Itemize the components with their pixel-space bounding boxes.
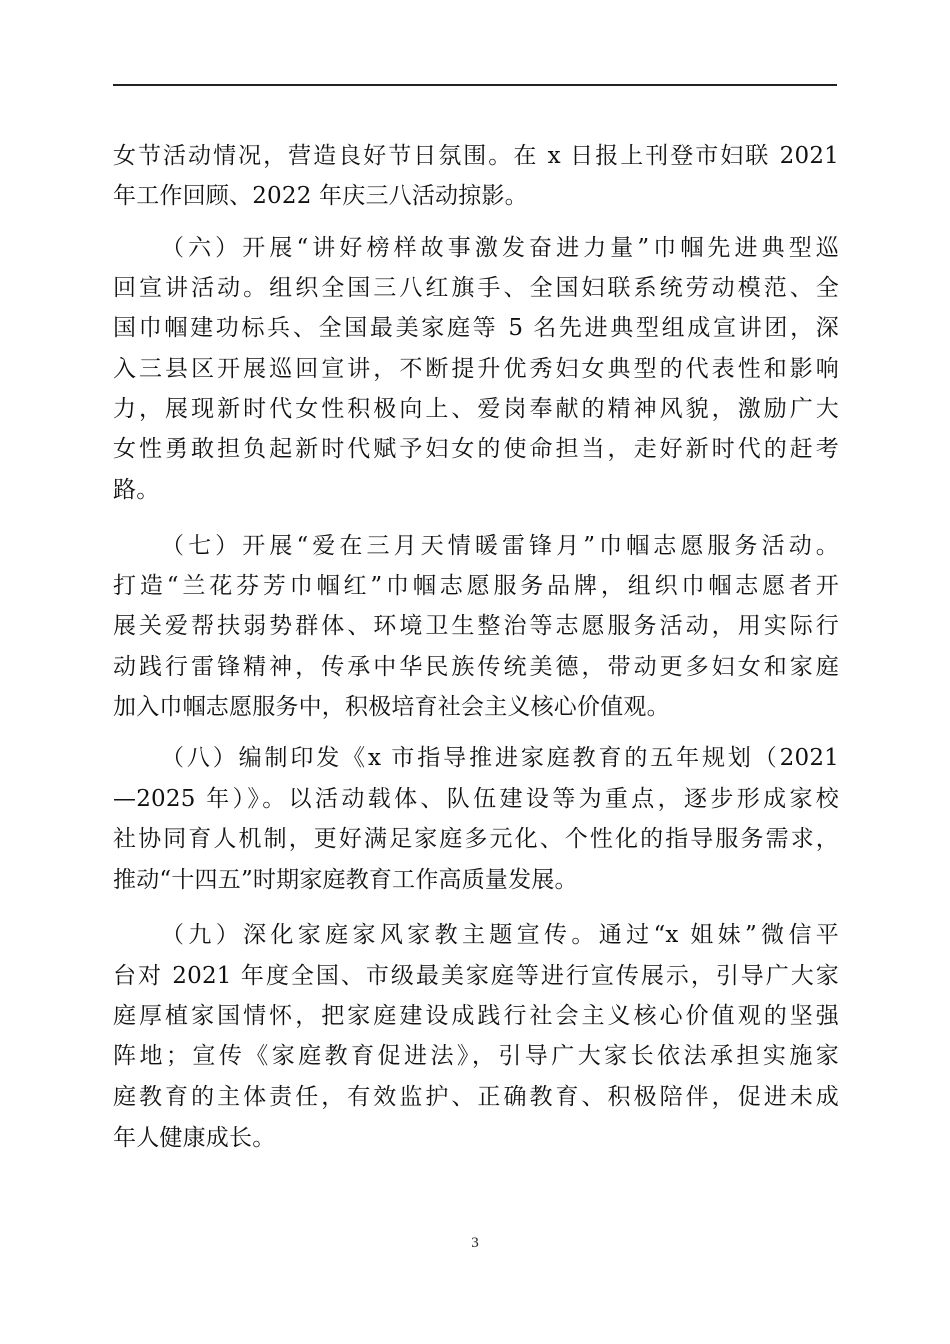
body-line: 庭厚植家国情怀，把家庭建设成践行社会主义核心价值观的坚强	[113, 1003, 839, 1029]
body-line: 力，展现新时代女性积极向上、爱岗奉献的精神风貌，激励广大	[113, 396, 839, 422]
body-line: 女性勇敢担负起新时代赋予妇女的使命担当，走好新时代的赶考	[113, 436, 839, 462]
body-line: 女节活动情况，营造良好节日氛围。在 x 日报上刊登市妇联 2021	[113, 143, 839, 169]
body-line: 社协同育人机制，更好满足家庭多元化、个性化的指导服务需求，	[113, 826, 839, 852]
header-rule	[113, 84, 837, 86]
body-line: —2025 年）》。以活动载体、队伍建设等为重点，逐步形成家校	[113, 786, 839, 812]
body-line: 年人健康成长。	[113, 1125, 276, 1151]
page-number: 3	[471, 1235, 479, 1251]
body-line: 阵地；宣传《家庭教育促进法》，引导广大家长依法承担实施家	[113, 1043, 839, 1069]
body-line: 国巾帼建功标兵、全国最美家庭等 5 名先进典型组成宣讲团，深	[113, 315, 839, 341]
body-line: 台对 2021 年度全国、市级最美家庭等进行宣传展示，引导广大家	[113, 963, 839, 989]
body-line: 庭教育的主体责任，有效监护、正确教育、积极陪伴，促进未成	[113, 1084, 839, 1110]
body-line: 打造“兰花芬芳巾帼红”巾帼志愿服务品牌，组织巾帼志愿者开	[113, 573, 839, 599]
body-line: 动践行雷锋精神，传承中华民族传统美德，带动更多妇女和家庭	[113, 654, 839, 680]
body-line: （六）开展“讲好榜样故事激发奋进力量”巾帼先进典型巡	[161, 235, 839, 261]
body-line: （九）深化家庭家风家教主题宣传。通过“x 姐妹”微信平	[161, 922, 839, 948]
body-line: 年工作回顾、2022 年庆三八活动掠影。	[113, 183, 528, 209]
body-line: 入三县区开展巡回宣讲，不断提升优秀妇女典型的代表性和影响	[113, 356, 839, 382]
body-line: 展关爱帮扶弱势群体、环境卫生整治等志愿服务活动，用实际行	[113, 613, 839, 639]
body-line: 推动“十四五”时期家庭教育工作高质量发展。	[113, 867, 578, 893]
body-line: 加入巾帼志愿服务中，积极培育社会主义核心价值观。	[113, 694, 670, 720]
body-line: 路。	[113, 477, 160, 503]
body-line: 回宣讲活动。组织全国三八红旗手、全国妇联系统劳动模范、全	[113, 275, 839, 301]
body-line: （八）编制印发《x 市指导推进家庭教育的五年规划（2021	[161, 745, 839, 771]
body-line: （七）开展“爱在三月天情暖雷锋月”巾帼志愿服务活动。	[161, 533, 839, 559]
